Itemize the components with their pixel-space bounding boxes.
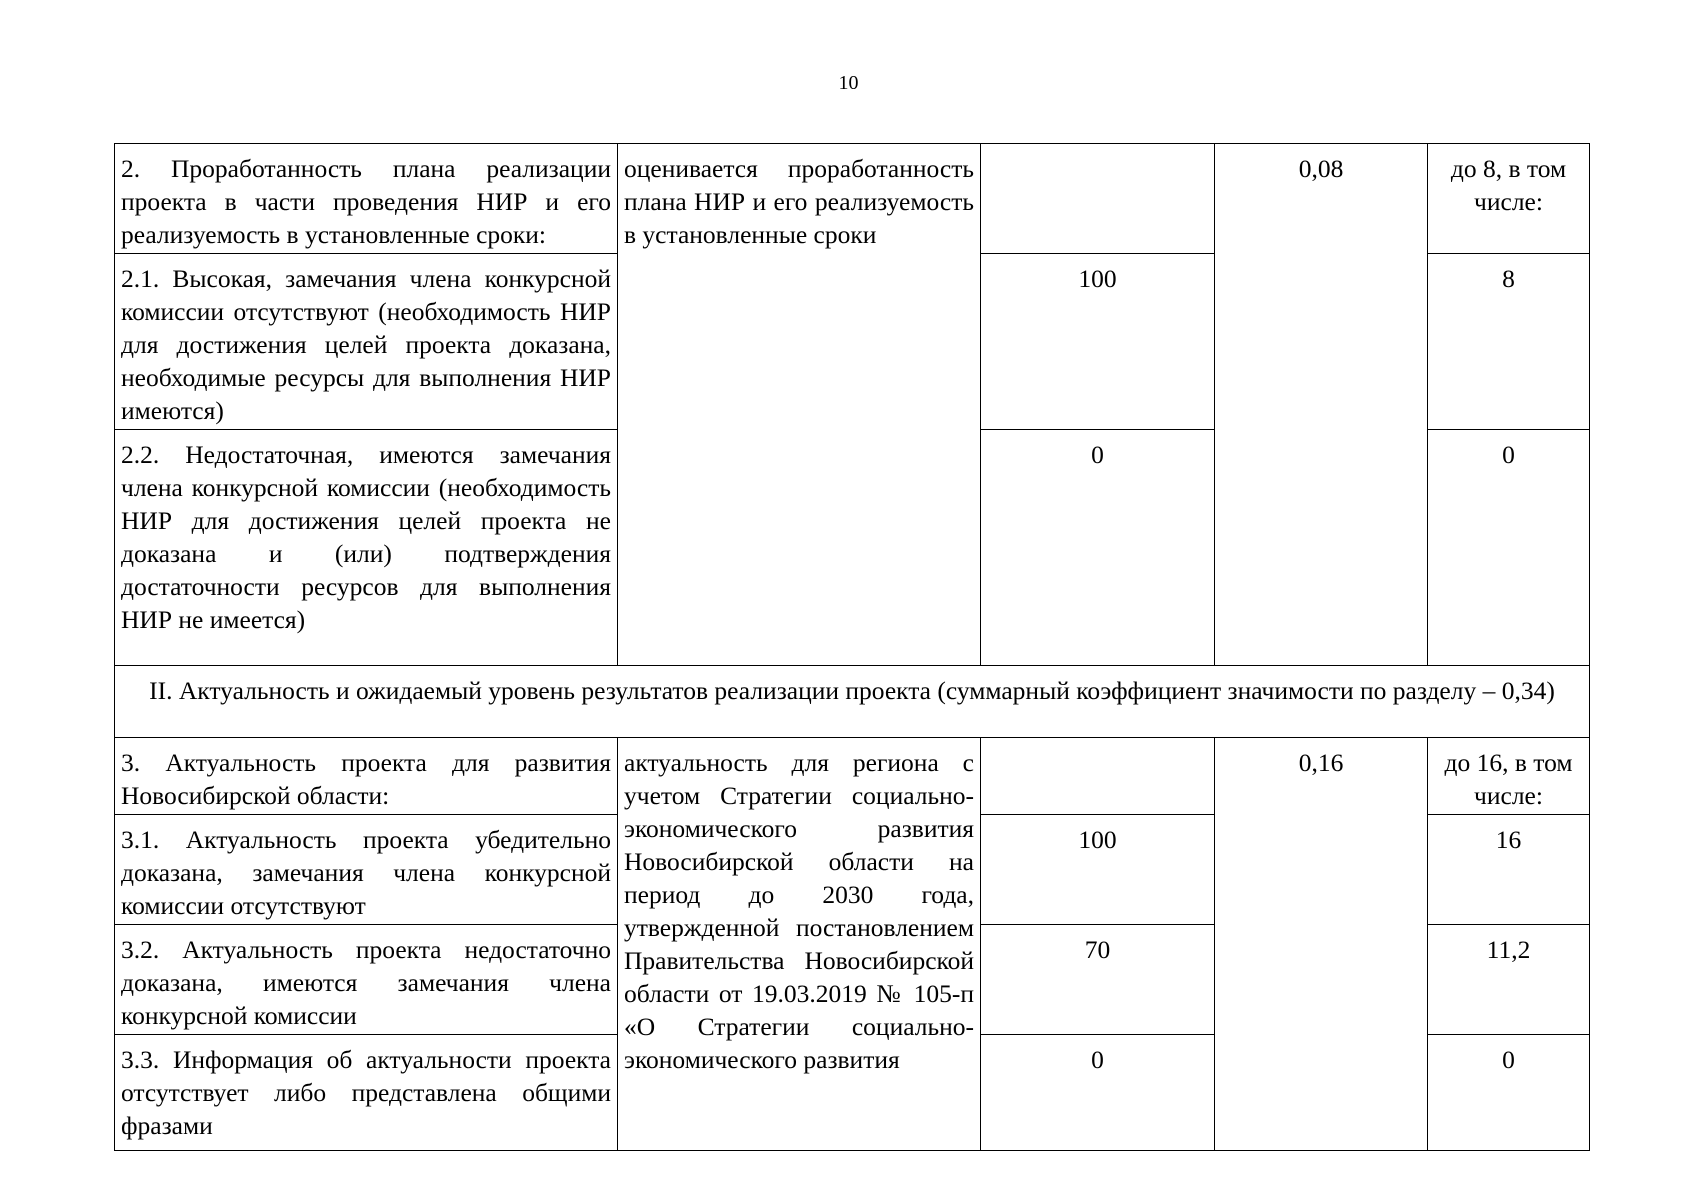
subcriterion-3-1-points: 100: [981, 815, 1215, 925]
criterion-2-max-score: до 8, в том числе:: [1428, 144, 1590, 254]
criterion-3-description: актуальность для региона с учетом Стратегии социально-экономического развития Новосибирской области на период до 2030 года, утвержденной постановлением Правительства Новосибирской области от 19.03.2019 № 105-п «О Стратегии социально-экономического развития: [618, 738, 981, 1151]
table-row: [115, 144, 1590, 254]
subcriterion-2-1: 2.1. Высокая, замечания члена конкурсной комиссии отсутствуют (необходимость НИР для достижения целей проекта доказана, необходимые ресурсы для выполнения НИР имеются): [115, 254, 618, 430]
page-number: 10: [838, 72, 859, 94]
criterion-3-title: 3. Актуальность проекта для развития Новосибирской области:: [115, 738, 618, 815]
table-row: [115, 738, 1590, 815]
criterion-2-weight: 0,08: [1215, 144, 1428, 666]
subcriterion-3-1-score: 16: [1428, 815, 1590, 925]
subcriterion-3-1: 3.1. Актуальность проекта убедительно доказана, замечания члена конкурсной комиссии отсутствуют: [115, 815, 618, 925]
criterion-3-weight: 0,16: [1215, 738, 1428, 1151]
criterion-2-description: оценивается проработанность плана НИР и его реализуемость в установленные сроки: [618, 144, 981, 666]
section-2-heading: II. Актуальность и ожидаемый уровень результатов реализации проекта (суммарный коэффициент значимости по разделу – 0,34): [115, 666, 1590, 738]
subcriterion-2-2-points: 0: [981, 430, 1215, 666]
criterion-3-max-score: до 16, в том числе:: [1428, 738, 1590, 815]
criterion-3-points-empty: [981, 738, 1215, 815]
table-row: [115, 666, 1590, 738]
subcriterion-3-2: 3.2. Актуальность проекта недостаточно доказана, имеются замечания члена конкурсной комиссии: [115, 925, 618, 1035]
subcriterion-3-2-points: 70: [981, 925, 1215, 1035]
subcriterion-2-2: 2.2. Недостаточная, имеются замечания члена конкурсной комиссии (необходимость НИР для достижения целей проекта не доказана и (или) подтверждения достаточности ресурсов для выполнения НИР не имеется): [115, 430, 618, 666]
criterion-2-title: 2. Проработанность плана реализации проекта в части проведения НИР и его реализуемость в установленные сроки:: [115, 144, 618, 254]
subcriterion-3-3-points: 0: [981, 1035, 1215, 1151]
subcriterion-2-1-score: 8: [1428, 254, 1590, 430]
subcriterion-3-3-score: 0: [1428, 1035, 1590, 1151]
subcriterion-3-2-score: 11,2: [1428, 925, 1590, 1035]
subcriterion-2-1-points: 100: [981, 254, 1215, 430]
subcriterion-3-3: 3.3. Информация об актуальности проекта отсутствует либо представлена общими фразами: [115, 1035, 618, 1151]
subcriterion-2-2-score: 0: [1428, 430, 1590, 666]
criteria-table: [114, 143, 1590, 1151]
criterion-2-points-empty: [981, 144, 1215, 254]
